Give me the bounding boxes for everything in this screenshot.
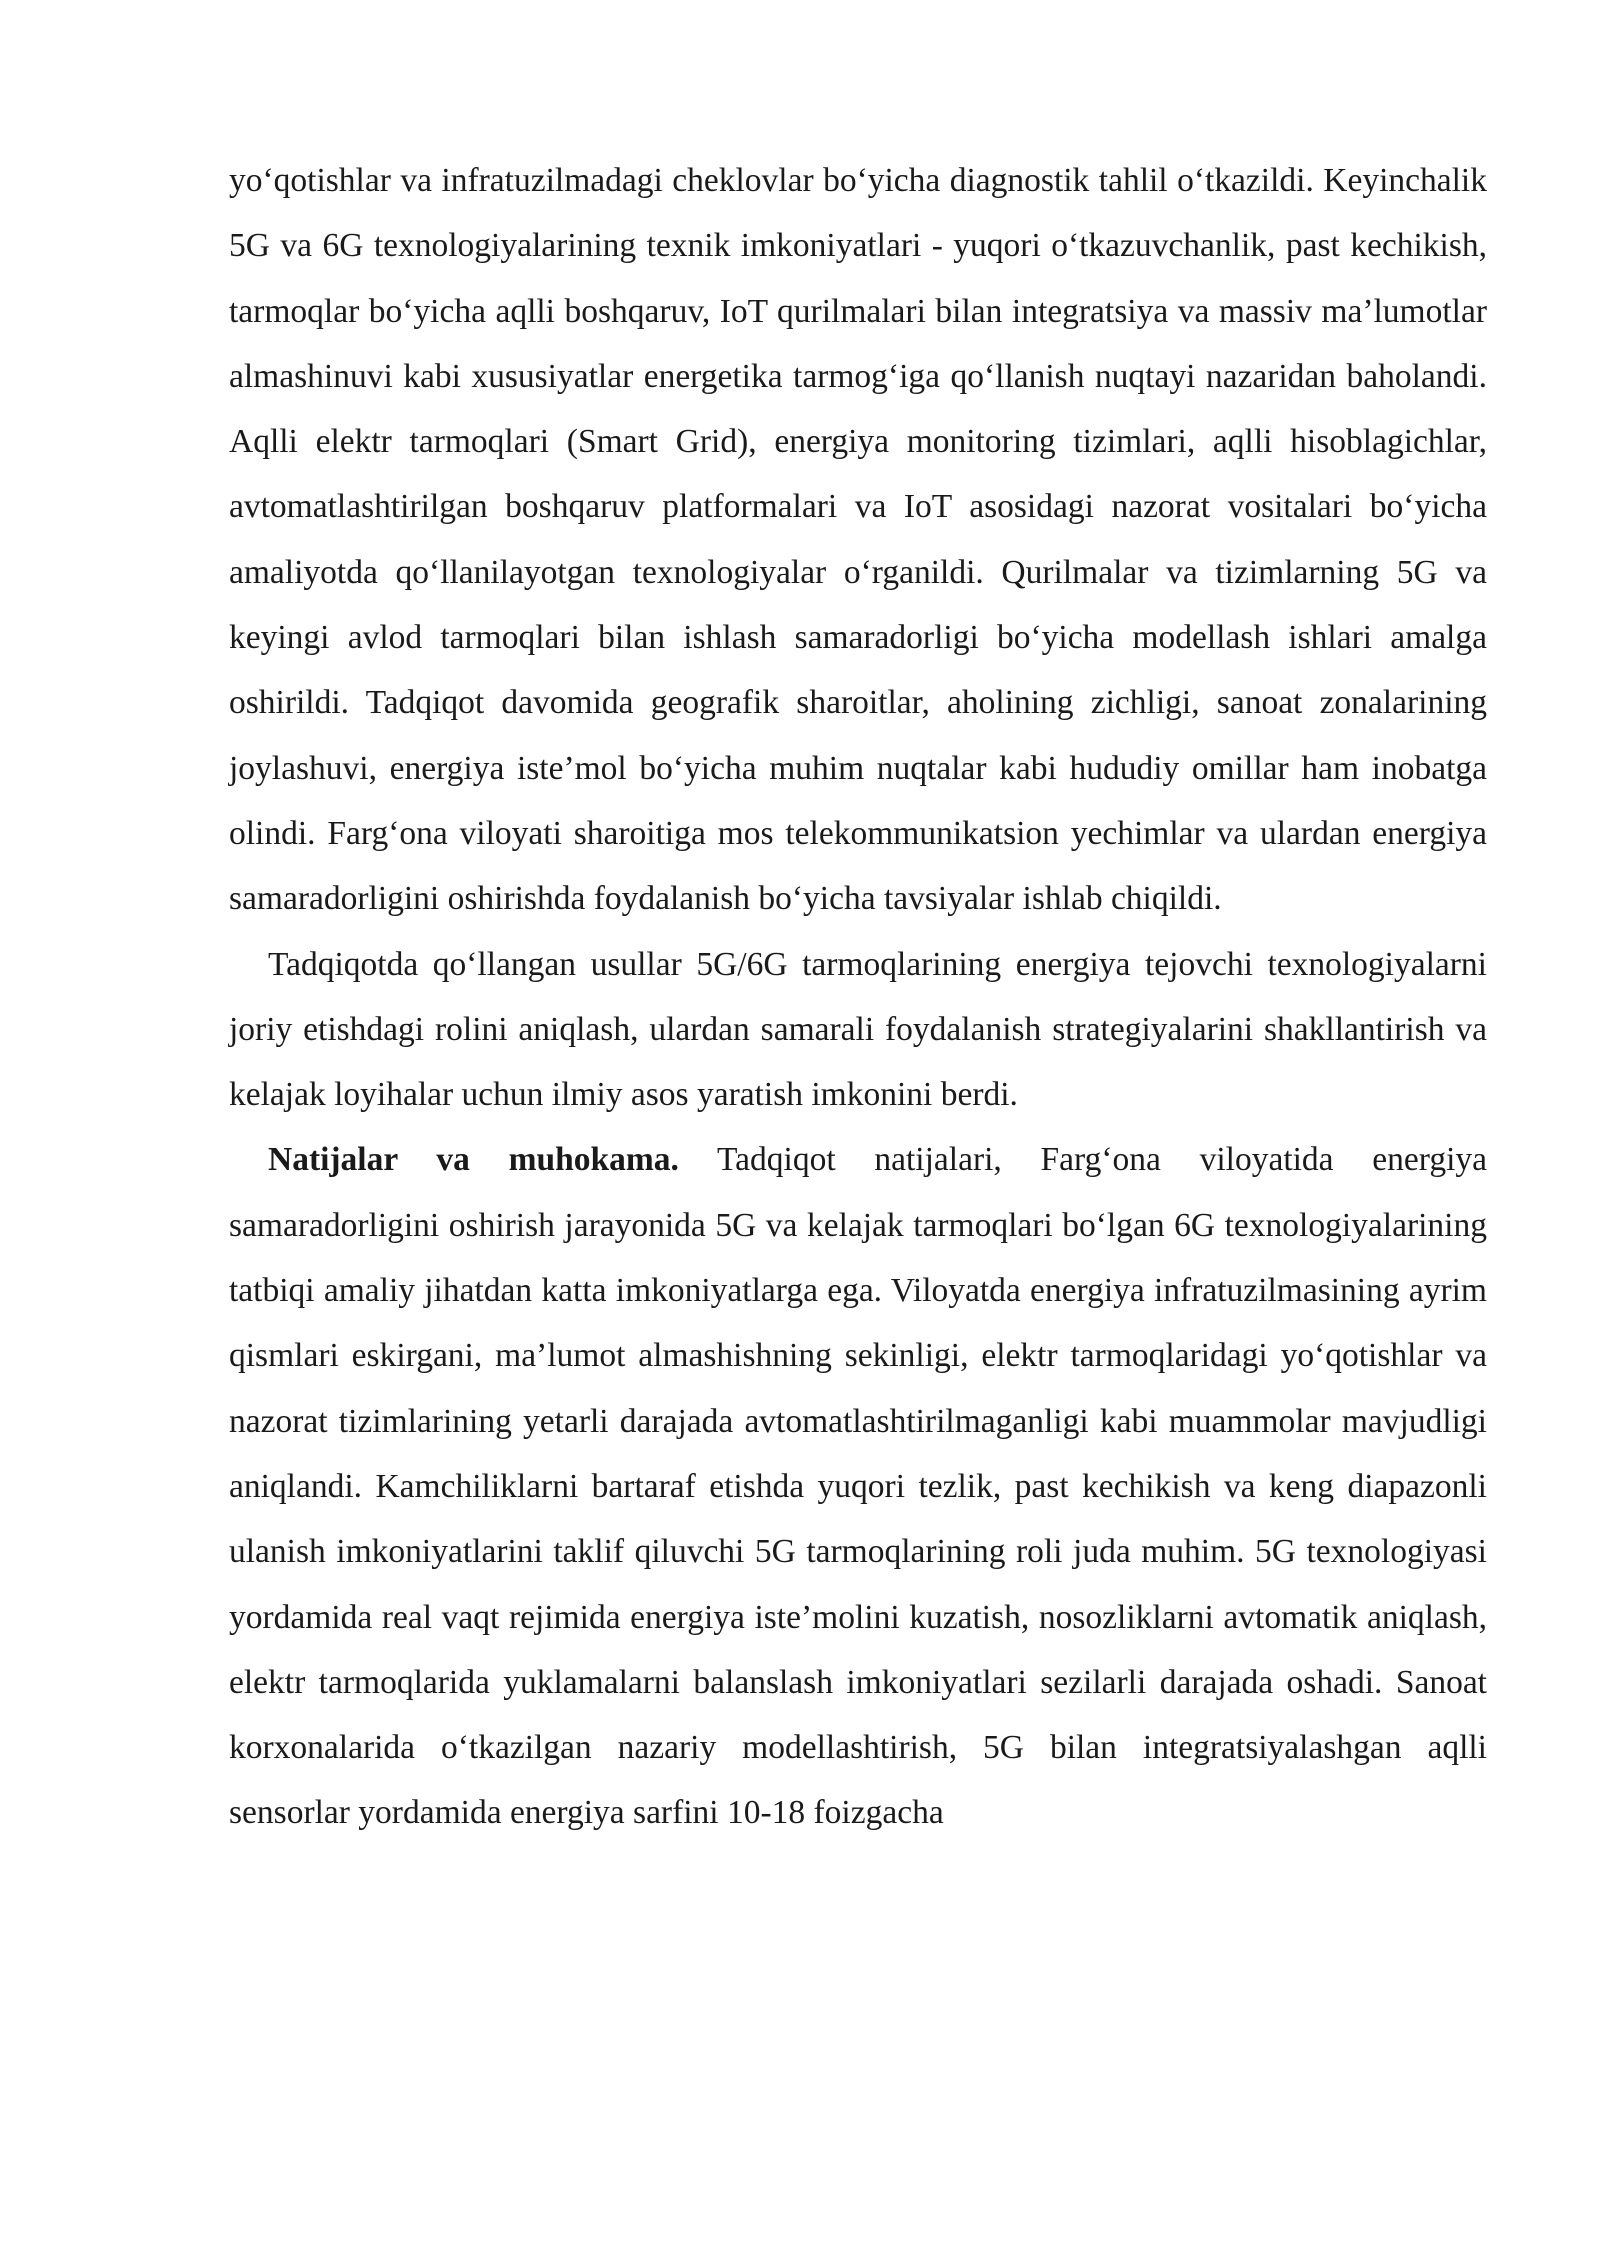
section-heading-results: Natijalar va muhokama.: [268, 1141, 679, 1179]
paragraph-methods-summary: Tadqiqotda qo‘llangan usullar 5G/6G tarmoqlarining energiya tejovchi texnologiyalarni joriy etishdagi rolini aniqlash, ulardan samarali foydalanish strategiyalarini shakllantirish va kelajak loyihalar uchun ilmiy asos yaratish imkonini berdi.: [229, 945, 1487, 1114]
paragraph-results: [229, 1127, 1487, 1845]
paragraph-methodology-continued: yo‘qotishlar va infratuzilmadagi cheklovlar bo‘yicha diagnostik tahlil o‘tkazildi. Keyinchalik 5G va 6G texnologiyalarining texnik imkoniyatlari - yuqori o‘tkazuvchanlik, past kechikish, tarmoqlar bo‘yicha aqlli boshqaruv, IoT qurilmalari bilan integratsiya va massiv ma’lumotlar almashinuvi kabi xususiyatlar energetika tarmog‘iga qo‘llanish nuqtayi nazaridan baholandi. Aqlli elektr tarmoqlari (Smart Grid), energiya monitoring tizimlari, aqlli hisoblagichlar, avtomatlashtirilgan boshqaruv platformalari va IoT asosidagi nazorat vositalari bo‘yicha amaliyotda qo‘llanilayotgan texnologiyalar o‘rganildi. Qurilmalar va tizimlarning 5G va keyingi avlod tarmoqlari bilan ishlash samaradorligi bo‘yicha modellash ishlari amalga oshirildi. Tadqiqot davomida geografik sharoitlar, aholining zichligi, sanoat zonalarining joylashuvi, energiya iste’mol bo‘yicha muhim nuqtalar kabi hududiy omillar ham inobatga olindi. Farg‘ona viloyati sharoitiga mos telekommunikatsion yechimlar va ulardan energiya samaradorligini oshirishda foydalanish bo‘yicha tavsiyalar ishlab chiqildi.: [229, 162, 1487, 918]
body-text: [229, 148, 1487, 1846]
paragraph-results-text: Tadqiqot natijalari, Farg‘ona viloyatida energiya samaradorligini oshirish jarayonida 5G va kelajak tarmoqlari bo‘lgan 6G texnologiyalarining tatbiqi amaliy jihatdan katta imkoniyatlarga ega. Viloyatda energiya infratuzilmasining ayrim qismlari eskirgani, ma’lumot almashishning sekinligi, elektr tarmoqlaridagi yo‘qotishlar va nazorat tizimlarining yetarli darajada avtomatlashtirilmaganligi kabi muammolar mavjudligi aniqlandi. Kamchiliklarni bartaraf etishda yuqori tezlik, past kechikish va keng diapazonli ulanish imkoniyatlarini taklif qiluvchi 5G tarmoqlarining roli juda muhim. 5G texnologiyasi yordamida real vaqt rejimida energiya iste’molini kuzatish, nosozliklarni avtomatik aniqlash, elektr tarmoqlarida yuklamalarni balanslash imkoniyatlari sezilarli darajada oshadi. Sanoat korxonalarida o‘tkazilgan nazariy modellashtirish, 5G bilan integratsiyalashgan aqlli sensorlar yordamida energiya sarfini 10-18 foizgacha: [229, 1141, 1487, 1832]
